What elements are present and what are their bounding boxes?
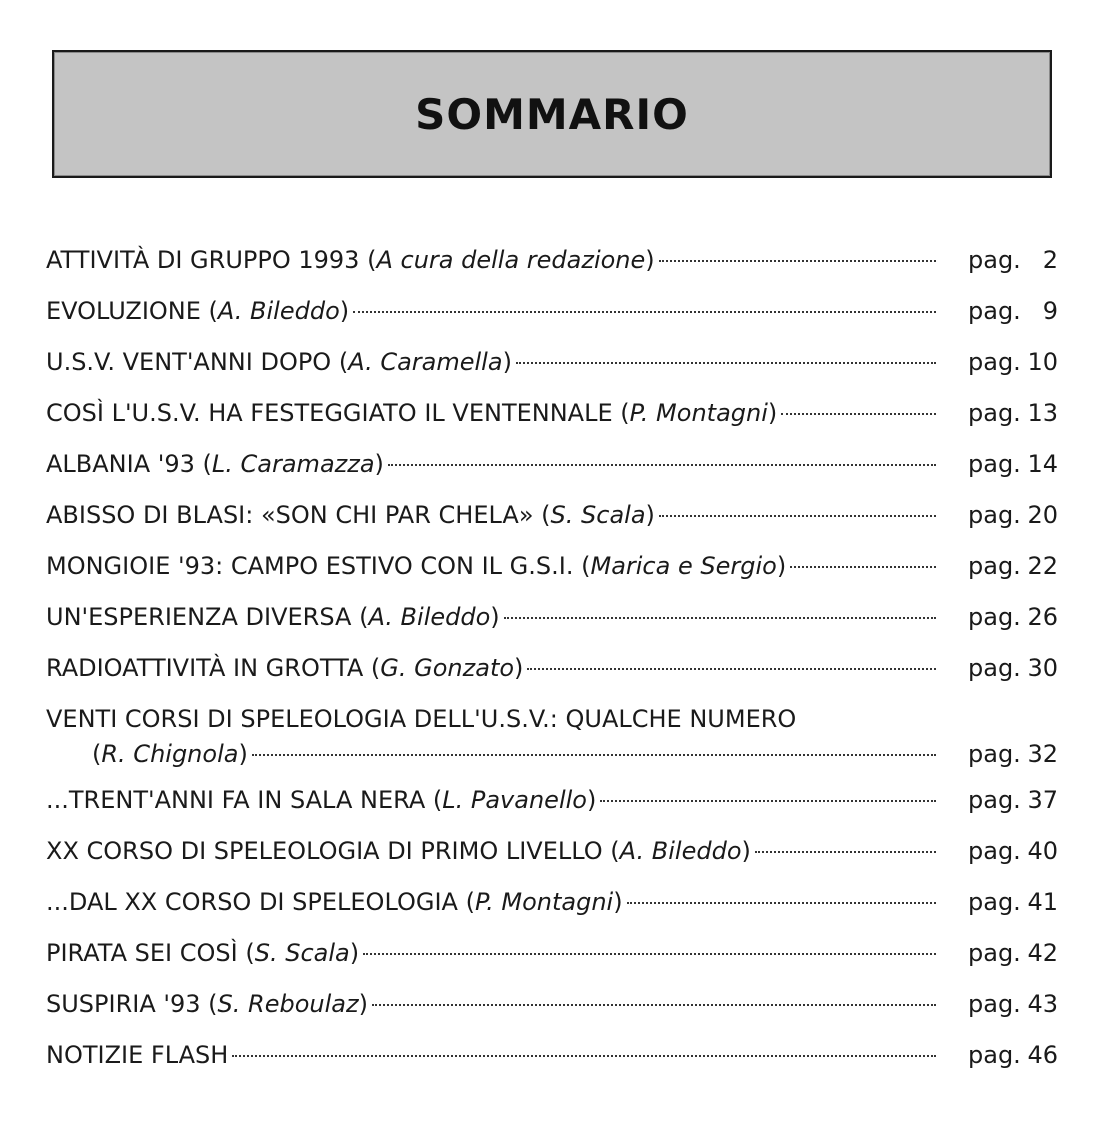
entry-page: pag. 37 [968,786,1058,814]
entry-page: pag. 41 [968,888,1058,916]
entry-author: S. Reboulaz [217,990,359,1018]
entry-title: COSÌ L'U.S.V. HA FESTEGGIATO IL VENTENNALE [46,399,613,427]
toc-entry: UN'ESPERIENZA DIVERSA ( A. Bileddo ) pag. 26 [46,603,1058,631]
entry-page: pag. 9 [968,297,1058,325]
entry-page: pag. 30 [968,654,1058,682]
entry-page: pag. 32 [968,740,1058,768]
entry-title: ...DAL XX CORSO DI SPELEOLOGIA [46,888,458,916]
entry-page: pag. 43 [968,990,1058,1018]
entry-page: pag. 22 [968,552,1058,580]
entry-page: pag. 26 [968,603,1058,631]
dot-leader [600,800,936,802]
toc-entry: ATTIVITÀ DI GRUPPO 1993 ( A cura della redazione ) pag. 2 [46,246,1058,274]
table-of-contents [46,246,1058,1092]
entry-title: ...TRENT'ANNI FA IN SALA NERA [46,786,426,814]
entry-author: S. Scala [550,501,646,529]
entry-page: pag. 46 [968,1041,1058,1069]
dot-leader [659,260,936,262]
toc-entry: ABISSO DI BLASI: «SON CHI PAR CHELA» ( S. Scala ) pag. 20 [46,501,1058,529]
entry-title: ATTIVITÀ DI GRUPPO 1993 [46,246,360,274]
title-banner [52,50,1052,178]
entry-author: P. Montagni [629,399,768,427]
dot-leader [372,1004,936,1006]
entry-page: pag. 14 [968,450,1058,478]
dot-leader [527,668,936,670]
toc-entry: MONGIOIE '93: CAMPO ESTIVO CON IL G.S.I. ( Marica e Sergio ) pag. 22 [46,552,1058,580]
dot-leader [659,515,936,517]
entry-page: pag. 40 [968,837,1058,865]
toc-entry: XX CORSO DI SPELEOLOGIA DI PRIMO LIVELLO ( A. Bileddo ) pag. 40 [46,837,1058,865]
dot-leader [388,464,936,466]
dot-leader [755,851,936,853]
entry-author: G. Gonzato [380,654,515,682]
entry-author: R. Chignola [101,740,239,768]
toc-entry: ...DAL XX CORSO DI SPELEOLOGIA ( P. Montagni ) pag. 41 [46,888,1058,916]
entry-page: pag. 2 [968,246,1058,274]
dot-leader [627,902,936,904]
entry-title: U.S.V. VENT'ANNI DOPO [46,348,332,376]
entry-page: pag. 42 [968,939,1058,967]
dot-leader [504,617,936,619]
page-title: SOMMARIO [415,89,689,139]
entry-title: XX CORSO DI SPELEOLOGIA DI PRIMO LIVELLO [46,837,603,865]
entry-title: ALBANIA '93 [46,450,195,478]
entry-title: ABISSO DI BLASI: «SON CHI PAR CHELA» [46,501,534,529]
toc-entry [46,1041,1058,1092]
entry-author: A. Bileddo [368,603,491,631]
dot-leader [363,953,936,955]
entry-author: L. Pavanello [442,786,587,814]
toc-entry: RADIOATTIVITÀ IN GROTTA ( G. Gonzato ) pag. 30 [46,654,1058,682]
toc-entry: VENTI CORSI DI SPELEOLOGIA DELL'U.S.V.: QUALCHE NUMERO ( R. Chignola ) pag. 32 [46,705,1058,768]
entry-title: RADIOATTIVITÀ IN GROTTA [46,654,364,682]
toc-entry: PIRATA SEI COSÌ ( S. Scala ) pag. 42 [46,939,1058,967]
toc-entry: U.S.V. VENT'ANNI DOPO ( A. Caramella ) pag. 10 [46,348,1058,376]
entry-page: pag. 10 [968,348,1058,376]
toc-entry: COSÌ L'U.S.V. HA FESTEGGIATO IL VENTENNALE ( P. Montagni ) pag. 13 [46,399,1058,427]
entry-page: pag. 13 [968,399,1058,427]
entry-author: L. Caramazza [211,450,375,478]
dot-leader [252,754,936,756]
entry-page: pag. 20 [968,501,1058,529]
dot-leader [790,566,936,568]
dot-leader [781,413,936,415]
entry-title: NOTIZIE FLASH [46,1041,229,1069]
toc-entry: EVOLUZIONE ( A. Bileddo ) pag. 9 [46,297,1058,325]
entry-author: A. Caramella [348,348,503,376]
dot-leader [232,1055,936,1057]
toc-entry: ALBANIA '93 ( L. Caramazza ) pag. 14 [46,450,1058,478]
entry-author: A. Bileddo [619,837,742,865]
entry-title: EVOLUZIONE [46,297,201,325]
entry-author: Marica e Sergio [590,552,777,580]
toc-entry: SUSPIRIA '93 ( S. Reboulaz ) pag. 43 [46,990,1058,1018]
entry-title: SUSPIRIA '93 [46,990,201,1018]
toc-entry: ...TRENT'ANNI FA IN SALA NERA ( L. Pavanello ) pag. 37 [46,786,1058,814]
entry-author: P. Montagni [474,888,614,916]
dot-leader [516,362,936,364]
entry-title: PIRATA SEI COSÌ [46,939,238,967]
entry-title: MONGIOIE '93: CAMPO ESTIVO CON IL G.S.I. [46,552,574,580]
entry-title: UN'ESPERIENZA DIVERSA [46,603,352,631]
entry-title: VENTI CORSI DI SPELEOLOGIA DELL'U.S.V.: QUALCHE NUMERO [46,705,797,733]
entry-author: A cura della redazione [376,246,646,274]
entry-author: A. Bileddo [217,297,340,325]
entry-author: S. Scala [254,939,350,967]
dot-leader [353,311,936,313]
